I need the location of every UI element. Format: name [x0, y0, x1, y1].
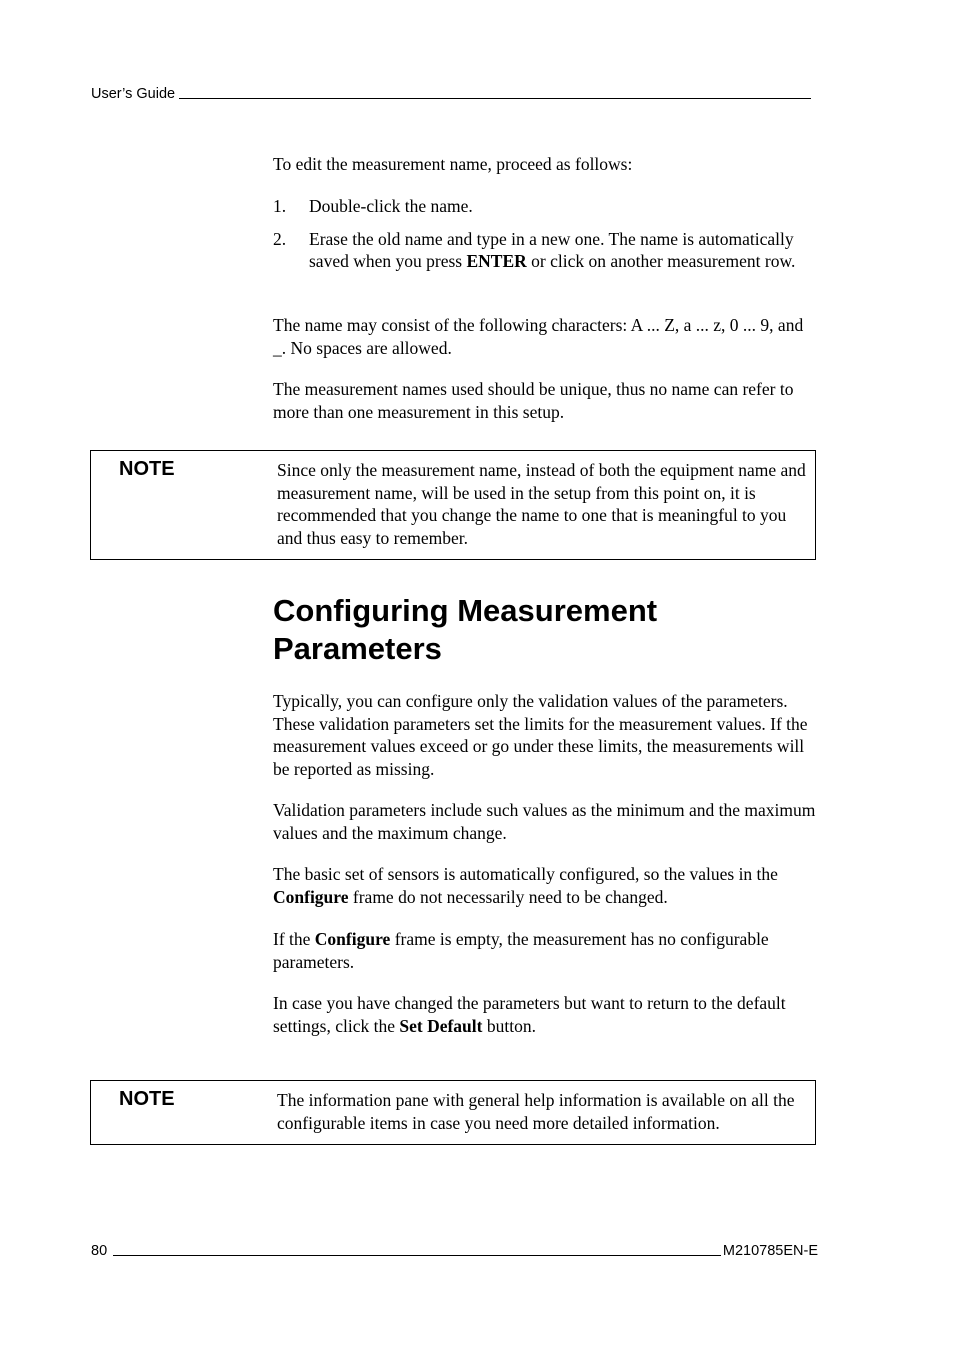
page-footer	[91, 1243, 818, 1259]
note-label: NOTE	[119, 458, 175, 480]
header-title: User’s Guide	[91, 86, 176, 102]
step-number: 1.	[273, 196, 287, 216]
note-text: The information pane with general help information is available on all the configurable items in case you need more detailed information.	[277, 1090, 795, 1133]
enter-key-label: ENTER	[466, 251, 527, 271]
unique-block	[273, 378, 818, 423]
text-part: The basic set of sensors is automatically configured, so the values in the	[273, 864, 778, 884]
note-box	[90, 450, 816, 560]
document-id: M210785EN-E	[722, 1243, 818, 1259]
configure-frame-label: Configure	[314, 929, 391, 949]
page-header	[91, 86, 811, 102]
section-p5-block	[273, 992, 818, 1037]
footer-rule	[113, 1255, 721, 1256]
section-p4-block	[273, 928, 818, 973]
header-rule	[179, 98, 811, 99]
set-default-button-label: Set Default	[399, 1015, 483, 1036]
note-text: Since only the measurement name, instead of both the equipment name and measurement name, will be used in the setup from this point on, it is recommended that you change the name to one that is meaningful to you and thus easy to remember.	[277, 460, 806, 548]
text-part: If the	[273, 929, 315, 949]
text-part: frame is empty, the measurement has no configurable parameters.	[273, 929, 769, 972]
unique-paragraph: The measurement names used should be unique, thus no name can refer to more than one measurement in this setup.	[273, 379, 794, 422]
section-heading: Configuring Measurement Parameters	[273, 593, 658, 666]
configure-frame-label: Configure	[273, 886, 349, 907]
steps-list	[273, 195, 818, 273]
section-paragraph: Validation parameters include such values as the minimum and the maximum values and the maximum change.	[273, 800, 816, 843]
step-text-part: Erase the old name and type in a new one. The name is automatically saved when you press	[309, 228, 794, 271]
list-item	[273, 228, 818, 273]
section-paragraph	[273, 992, 818, 1037]
page-number: 80	[91, 1243, 108, 1259]
section-p2-block	[273, 799, 818, 844]
section-paragraph	[273, 863, 818, 908]
step-text: Double-click the name.	[309, 196, 473, 216]
section-p3-block	[273, 863, 818, 908]
intro-paragraph: To edit the measurement name, proceed as follows:	[273, 154, 633, 174]
note-label: NOTE	[119, 1088, 175, 1110]
chars-paragraph: The name may consist of the following characters: A ... Z, a ... z, 0 ... 9, and _. No spaces are allowed.	[273, 315, 804, 358]
text-part: In case you have changed the parameters but want to return to the default settings, click the	[273, 993, 786, 1036]
list-item	[273, 195, 818, 218]
intro-block	[273, 153, 818, 176]
step-text	[309, 228, 818, 273]
chars-block	[273, 314, 818, 359]
section-p1-block	[273, 690, 818, 780]
text-part: frame do not necessarily need to be changed.	[348, 886, 668, 907]
section-paragraph: Typically, you can configure only the validation values of the parameters. These validation parameters set the limits for the measurement values. If the measurement values exceed or go under these limits, the measurements will be reported as missing.	[273, 691, 808, 779]
text-part: button.	[482, 1015, 536, 1036]
step-text-part: or click on another measurement row.	[526, 251, 796, 271]
step-number: 2.	[273, 228, 287, 249]
note-box	[90, 1080, 816, 1145]
section-paragraph	[273, 928, 818, 973]
